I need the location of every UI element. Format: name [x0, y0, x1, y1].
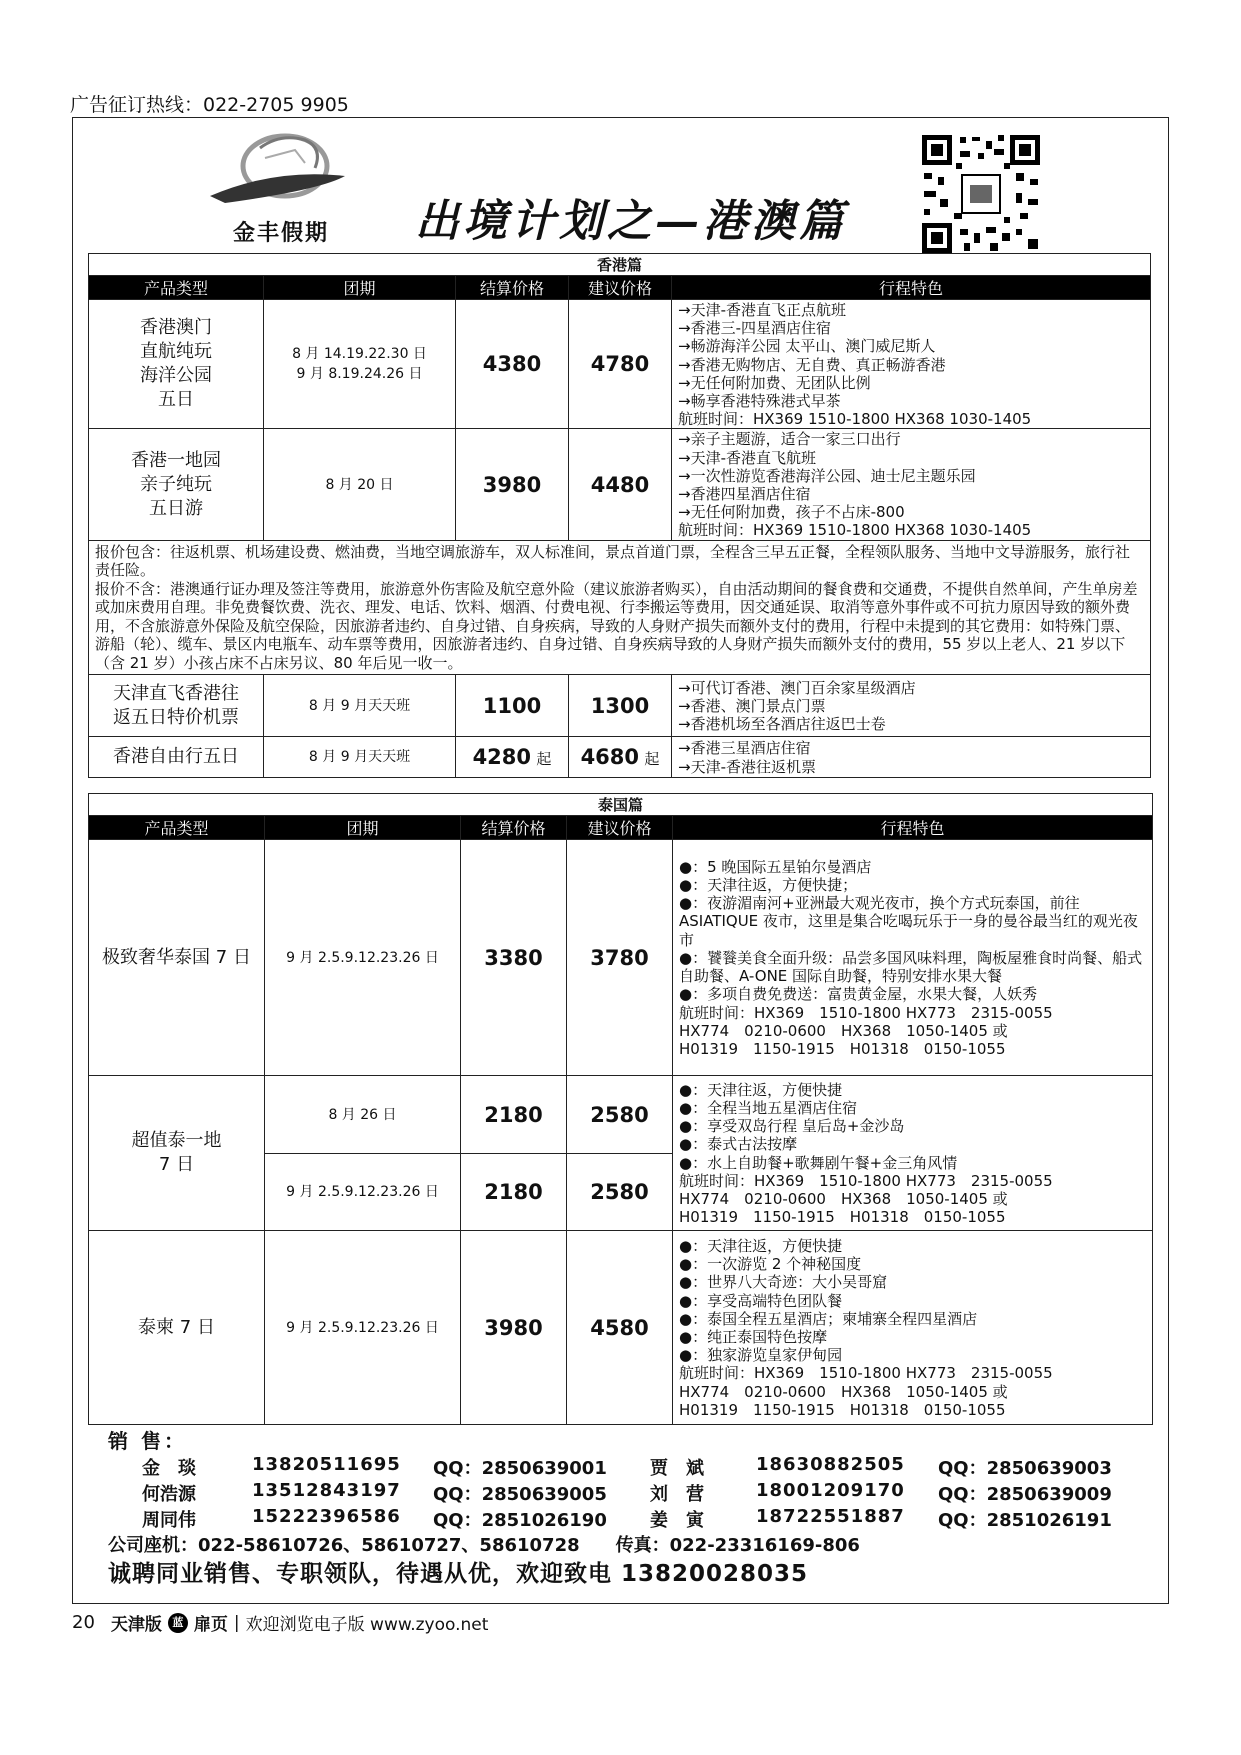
- suggest-price: 2580: [567, 1154, 673, 1231]
- header-cell: 结算价格: [456, 276, 569, 300]
- product-name: 天津直飞香港往 返五日特价机票: [89, 675, 264, 737]
- office-contact: 公司座机：022-58610726、58610727、58610728 传真：022-23316169-806: [108, 1535, 860, 1556]
- suggest-price: 3780: [567, 840, 673, 1076]
- suggest-price: 1300: [569, 675, 672, 737]
- product-name: 香港一地园 亲子纯玩 五日游: [89, 429, 264, 540]
- header-cell: 行程特色: [673, 816, 1153, 840]
- sales-name: 金 琰: [142, 1458, 196, 1479]
- hk-section-title: 香港篇: [89, 254, 1151, 276]
- section-label: 扉页: [193, 1615, 228, 1635]
- tour-dates: 9 月 2.5.9.12.23.26 日: [265, 1231, 461, 1425]
- sales-qq: QQ：2851026190: [433, 1510, 607, 1531]
- hk-header-row: [89, 276, 1151, 300]
- tour-dates: 8 月 9 月天天班: [264, 737, 456, 778]
- sales-name: 刘 营: [650, 1484, 704, 1505]
- header-cell: 团期: [264, 276, 456, 300]
- header-cell: 结算价格: [461, 816, 567, 840]
- itinerary-features: →可代订香港、澳门百余家星级酒店 →香港、澳门景点门票 →香港机场至各酒店往返巴士卷: [672, 675, 1151, 737]
- product-name: 香港澳门 直航纯玩 海洋公园 五日: [89, 300, 264, 429]
- logo-text: 金丰假期: [233, 221, 330, 246]
- th-section-title: 泰国篇: [89, 794, 1153, 816]
- settle-price: 1100: [456, 675, 569, 737]
- brand-logo: [205, 128, 360, 246]
- sales-phone: 13512843197: [252, 1480, 401, 1501]
- suggest-price: 4680 起: [569, 737, 672, 778]
- sales-qq: QQ：2850639003: [938, 1458, 1112, 1479]
- sales-name: 贾 斌: [650, 1458, 704, 1479]
- price-notes-row: [89, 540, 1151, 675]
- page-number: 20: [72, 1612, 95, 1633]
- header-cell: 建议价格: [569, 276, 672, 300]
- sales-phone: 18001209170: [756, 1480, 905, 1501]
- sales-phone: 18722551887: [756, 1506, 905, 1527]
- table-row: [89, 737, 1151, 778]
- suggest-price: 4580: [567, 1231, 673, 1425]
- table-row: [89, 840, 1153, 1076]
- ad-hotline: 广告征订热线：022-2705 9905: [70, 94, 349, 116]
- tour-dates: 9 月 2.5.9.12.23.26 日: [265, 1154, 461, 1231]
- settle-price: 3380: [461, 840, 567, 1076]
- itinerary-features: ●：5 晚国际五星铂尔曼酒店 ●：天津往返，方便快捷； ●：夜游湄南河+亚洲最大观光夜市，换个方式玩泰国，前往 ASIATIQUE 夜市，这里是集合吃喝玩乐于一身的曼谷最当红的观光夜市 ●：饕餮美食全面升级：品尝多国风味料理，陶板屋雅食时尚餐、船式自助餐、A-ONE 国际自助餐，特别安排水果大餐 ●：多项自费免费送：富贵黄金屋，水果大餐，人妖秀 航班时间：HX369 1510-1800 HX773 2315-0055 HX774 0210-0600 HX368 1050-1405 或 H01319 1150-1915 H01318 0150-1055: [673, 840, 1153, 1076]
- sales-phone: 15222396586: [252, 1506, 401, 1527]
- settle-price: 4380: [456, 300, 569, 429]
- tour-dates: 9 月 2.5.9.12.23.26 日: [265, 840, 461, 1076]
- website-link[interactable]: 欢迎浏览电子版 www.zyoo.net: [245, 1615, 489, 1635]
- header-cell: 建议价格: [567, 816, 673, 840]
- table-row: [89, 1231, 1153, 1425]
- itinerary-features: →香港三星酒店住宿 →天津-香港往返机票: [672, 737, 1151, 778]
- tour-dates: 8 月 9 月天天班: [264, 675, 456, 737]
- itinerary-features: →天津-香港直飞正点航班 →香港三-四星酒店住宿 →畅游海洋公园 太平山、澳门威尼斯人 →香港无购物店、无自费、真正畅游香港 →无任何附加费、无团队比例 →畅享香港特殊港式早茶 航班时间：HX369 1510-1800 HX368 1030-1405: [672, 300, 1151, 429]
- product-name: 超值泰一地 7 日: [89, 1076, 265, 1231]
- product-name: 极致奢华泰国 7 日: [89, 840, 265, 1076]
- suggest-price: 4780: [569, 300, 672, 429]
- sales-qq: QQ：2850639009: [938, 1484, 1112, 1505]
- sales-qq: QQ：2850639001: [433, 1458, 607, 1479]
- recruit-banner: 诚聘同业销售、专职领队，待遇从优，欢迎致电 13820028035: [108, 1561, 809, 1587]
- header-cell: 产品类型: [89, 276, 264, 300]
- header-cell: 行程特色: [672, 276, 1151, 300]
- sales-qq: QQ：2850639005: [433, 1484, 607, 1505]
- settle-price: 3980: [461, 1231, 567, 1425]
- edition-label: 天津版: [110, 1615, 162, 1635]
- price-exclude: 报价不含：港澳通行证办理及签注等费用，旅游意外伤害险及航空意外险（建议旅游者购买），自由活动期间的餐食费和交通费，不提供自然单间，产生单房差或加床费用自理。非免费餐饮费、洗衣、理发、电话、饮料、烟酒、付费电视、行李搬运等费用，因交通延误、取消等意外事件或不可抗力原因导致的额外费用，不含旅游意外保险及航空保险，因旅游者违约、自身过错、自身疾病，导致的人身财产损失而额外支付的费用，行程中未提到的其它费用：如特殊门票、游船（轮）、缆车、景区内电瓶车、动车票等费用，因旅游者违约、自身过错、自身疾病导致的人身财产损失而额外支付的费用，55 岁以上老人、21 岁以下（含 21 岁）小孩占床不占床另议、80 年后见一收一。: [95, 579, 1138, 672]
- settle-price: 2180: [461, 1076, 567, 1154]
- product-name: 泰柬 7 日: [89, 1231, 265, 1425]
- header-cell: 产品类型: [89, 816, 265, 840]
- tour-dates: 8 月 14.19.22.30 日 9 月 8.19.24.26 日: [264, 300, 456, 429]
- itinerary-features: →亲子主题游，适合一家三口出行 →天津-香港直飞航班 →一次性游览香港海洋公园、迪士尼主题乐园 →香港四星酒店住宿 →无任何附加费，孩子不占床-800 航班时间：HX369 1510-1800 HX368 1030-1405: [672, 429, 1151, 540]
- table-row: [89, 429, 1151, 540]
- table-row: [89, 300, 1151, 429]
- itinerary-features: ●：天津往返，方便快捷 ●：一次游览 2 个神秘国度 ●：世界八大奇迹：大小吴哥窟 ●：享受高端特色团队餐 ●：泰国全程五星酒店；柬埔寨全程四星酒店 ●：纯正泰国特色按摩 ●：独家游览皇家伊甸园 航班时间：HX369 1510-1800 HX773 2315-0055 HX774 0210-0600 HX368 1050-1405 或 H01319 1150-1915 H01318 0150-1055: [673, 1231, 1153, 1425]
- th-table: [88, 793, 1153, 1425]
- price-notes: [89, 540, 1151, 675]
- header-cell: 团期: [265, 816, 461, 840]
- settle-price: 3980: [456, 429, 569, 540]
- sales-phone: 13820511695: [252, 1454, 401, 1475]
- table-row: [89, 675, 1151, 737]
- sales-name: 何浩源: [142, 1484, 196, 1505]
- sales-name: 周同伟: [142, 1510, 196, 1531]
- page-title: 出境计划之—港澳篇: [415, 196, 847, 247]
- hk-table: [88, 253, 1151, 778]
- page-footer: [72, 1610, 488, 1635]
- sales-name: 姜 寅: [650, 1510, 704, 1531]
- table-row: [89, 1076, 1153, 1154]
- logo-brush-icon: [205, 128, 360, 223]
- price-include: 报价包含：往返机票、机场建设费、燃油费，当地空调旅游车，双人标准间，景点首道门票，全程含三早五正餐，全程领队服务、当地中文导游服务，旅行社责任险。: [95, 542, 1131, 580]
- tour-dates: 8 月 26 日: [265, 1076, 461, 1154]
- itinerary-features: ●：天津往返，方便快捷 ●：全程当地五星酒店住宿 ●：享受双岛行程 皇后岛+金沙岛 ●：泰式古法按摩 ●：水上自助餐+歌舞剧午餐+金三角风情 航班时间：HX369 1510-1800 HX773 2315-0055 HX774 0210-0600 HX368 1050-1405 或 H01319 1150-1915 H01318 0150-1055: [673, 1076, 1153, 1231]
- th-header-row: [89, 816, 1153, 840]
- sales-title: 销 售：: [108, 1429, 187, 1453]
- product-name: 香港自由行五日: [89, 737, 264, 778]
- edition-badge-icon: 蓝: [168, 1613, 188, 1633]
- tour-dates: 8 月 20 日: [264, 429, 456, 540]
- qr-code-icon: [920, 133, 1042, 255]
- footer-separator: |: [233, 1612, 240, 1633]
- sales-qq: QQ：2851026191: [938, 1510, 1112, 1531]
- suggest-price: 4480: [569, 429, 672, 540]
- settle-price: 2180: [461, 1154, 567, 1231]
- settle-price: 4280 起: [456, 737, 569, 778]
- suggest-price: 2580: [567, 1076, 673, 1154]
- sales-phone: 18630882505: [756, 1454, 905, 1475]
